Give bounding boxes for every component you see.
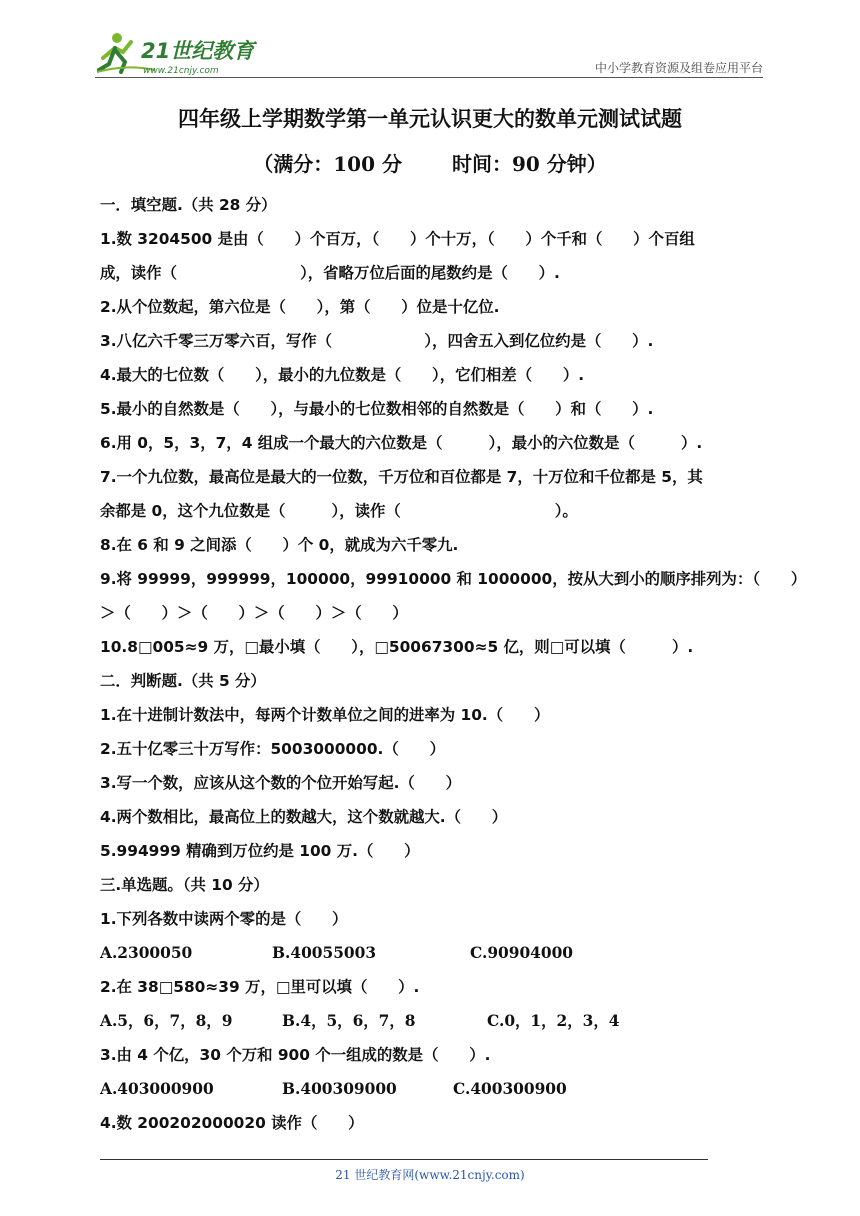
page-header [95,28,763,80]
option-c: C.90904000 [470,944,574,962]
option-c: C.400300900 [453,1080,567,1098]
question-line: 1.下列各数中读两个零的是（ ） [100,910,348,928]
question-line: 1.数 3204500 是由（ ）个百万，（ ）个十万，（ ）个千和（ ）个百组 [100,230,695,248]
question-line: 6.用 0，5，3，7，4 组成一个最大的六位数是（ ），最小的六位数是（ ）. [100,434,703,452]
question-line: 7.一个九位数，最高位是最大的一位数，千万位和百位都是 7，十万位和千位都是 5，其 [100,468,703,486]
time-limit: 时间：90 分钟） [451,152,607,176]
section-heading: 三.单选题。（共 10 分） [100,876,269,894]
option-c: C.0，1，2，3，4 [487,1012,620,1030]
exam-info [0,148,860,177]
full-score: （满分：100 分 [253,152,402,176]
question-line: 8.在 6 和 9 之间添（ ）个 0，就成为六千零九. [100,536,459,554]
question-line: 余都是 0，这个九位数是（ ），读作（ ）。 [100,502,578,520]
option-b: B.4，5，6，7，8 [282,1012,416,1030]
option-a: A.5，6，7，8，9 [100,1012,233,1030]
page-footer: 21 世纪教育网(www.21cnjy.com) [335,1168,525,1182]
section-heading: 二．判断题.（共 5 分） [100,672,266,690]
question-line: 10.8□005≈9 万，□最小填（ ），□50067300≈5 亿，则□可以填（ ）. [100,638,694,656]
question-line: 4.两个数相比，最高位上的数越大，这个数就越大.（ ） [100,808,508,826]
question-line: 5.994999 精确到万位约是 100 万.（ ） [100,842,420,860]
page-title: 四年级上学期数学第一单元认识更大的数单元测试试题 [178,106,682,131]
question-line: 3.写一个数，应该从这个数的个位开始写起.（ ） [100,774,461,792]
platform-name: 中小学教育资源及组卷应用平台 [594,61,763,75]
question-line: 3.八亿六千零三万零六百，写作（ ），四舍五入到亿位约是（ ）. [100,332,654,350]
question-line: 2.在 38□580≈39 万，□里可以填（ ）. [100,978,420,996]
option-b: B.40055003 [272,944,377,962]
question-line: 4.数 200202000020 读作（ ） [100,1114,364,1132]
option-a: A.403000900 [100,1080,214,1098]
question-line: 9.将 99999，999999，100000，99910000 和 1000000，按从大到小的顺序排列为：（ ） [100,570,807,588]
site-logo [95,28,265,78]
svg-text:21世纪教育: 21世纪教育 [141,39,255,63]
question-line: 3.由 4 个亿，30 个万和 900 个一组成的数是（ ）. [100,1046,491,1064]
section-heading: 一．填空题.（共 28 分） [100,196,277,214]
option-a: A.2300050 [100,944,193,962]
header-divider [95,77,763,78]
question-line: 1.在十进制计数法中，每两个计数单位之间的进率为 10.（ ） [100,706,550,724]
option-b: B.400309000 [282,1080,397,1098]
footer-divider [100,1159,708,1160]
question-line: 2.从个位数起，第六位是（ ），第（ ）位是十亿位. [100,298,500,316]
question-line: ＞（ ）＞（ ）＞（ ）＞（ ） [100,604,408,622]
question-line: 4.最大的七位数（ ），最小的九位数是（ ），它们相差（ ）. [100,366,585,384]
question-line: 2.五十亿零三十万写作：5003000000.（ ） [100,740,445,758]
question-line: 5.最小的自然数是（ ），与最小的七位数相邻的自然数是（ ）和（ ）. [100,400,654,418]
question-line: 成，读作（ ），省略万位后面的尾数约是（ ）. [100,264,560,282]
svg-text:www.21cnjy.com: www.21cnjy.com [143,66,219,76]
